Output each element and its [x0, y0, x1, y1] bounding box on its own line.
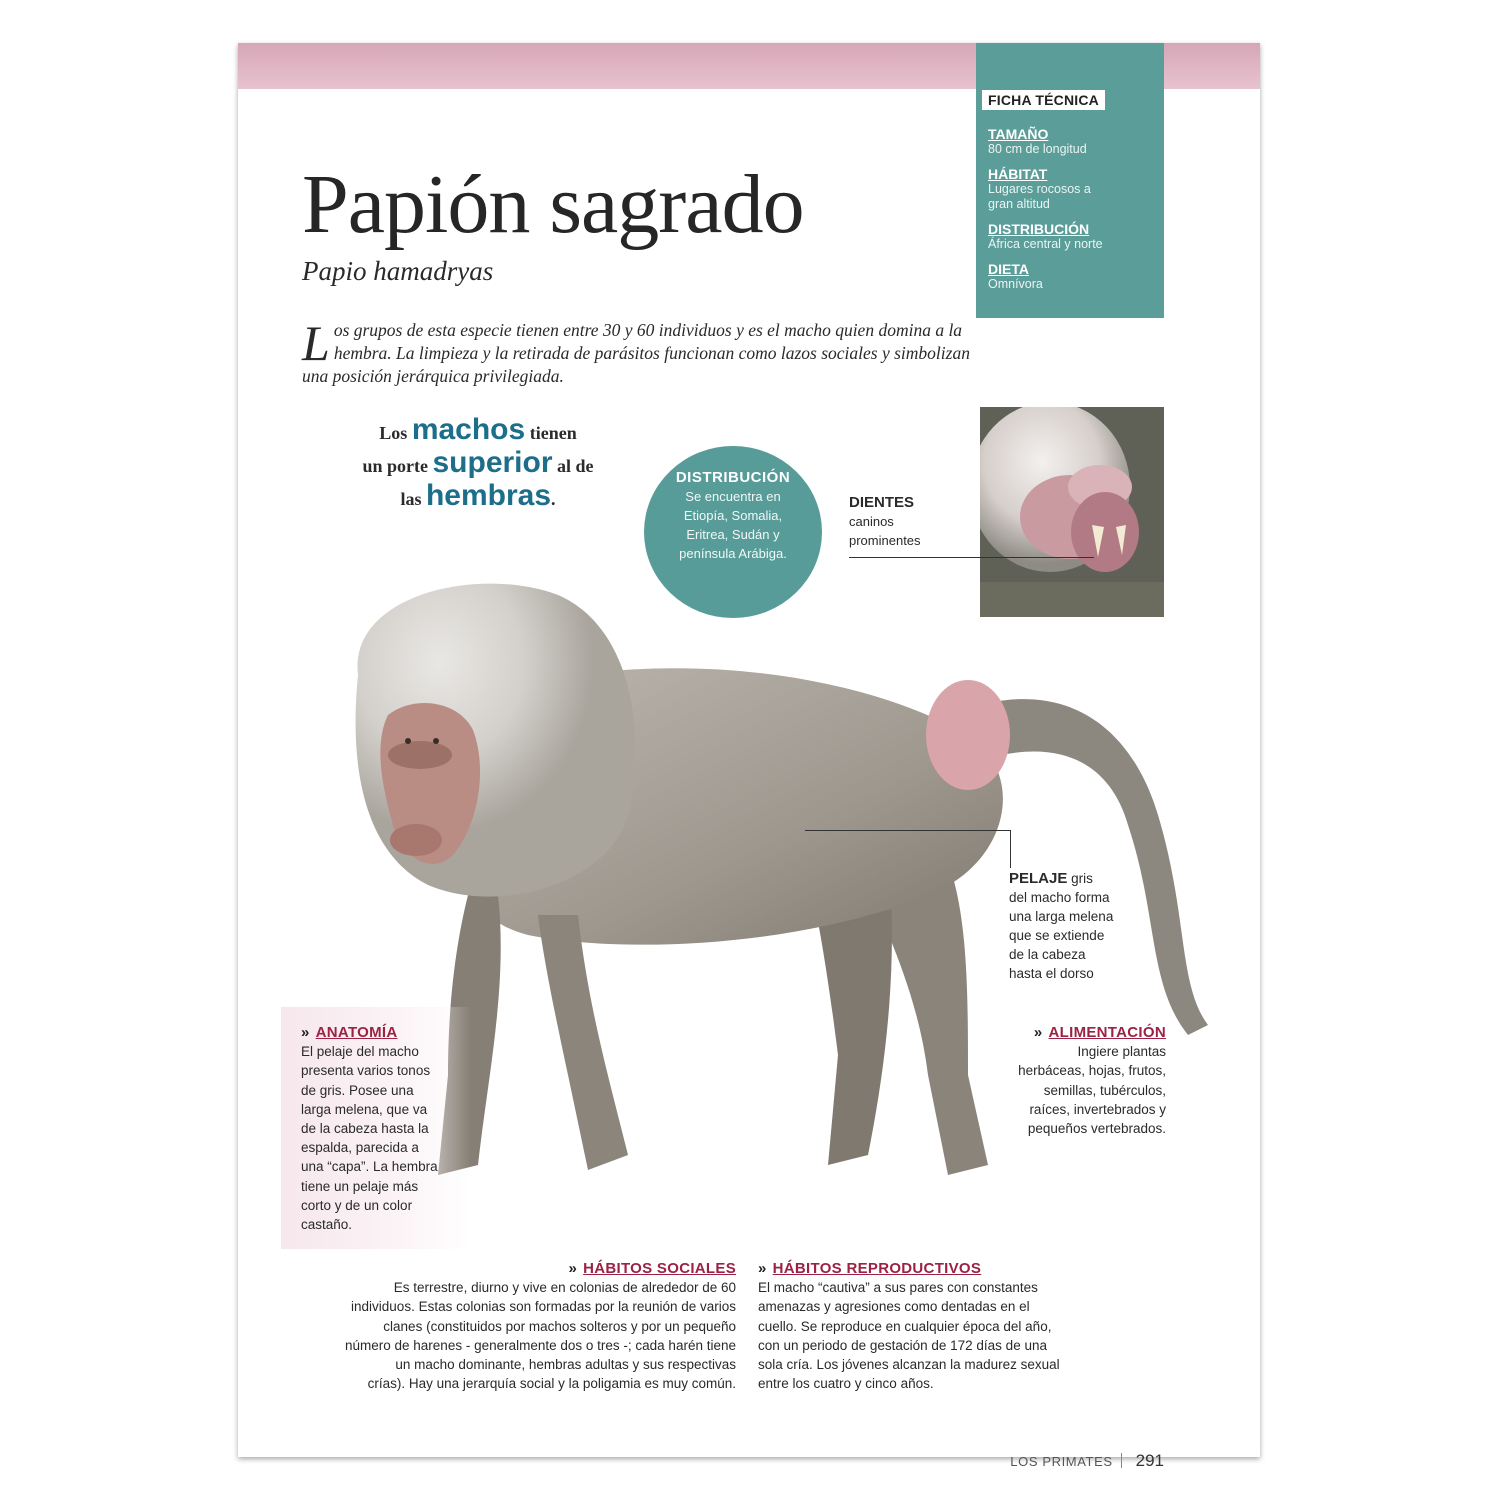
- sociales-heading: [308, 1259, 736, 1278]
- alimentacion-line: pequeños vertebrados.: [1027, 1121, 1166, 1137]
- alimentacion-line: semillas, tubérculos,: [1043, 1082, 1166, 1098]
- reproductivos-line: con un periodo de gestación de 172 días de una: [758, 1337, 1047, 1353]
- pelaje-line: hasta el dorso: [1009, 966, 1094, 981]
- ficha-item-dieta: [988, 262, 1043, 292]
- ficha-label: DISTRIBUCIÓN: [988, 221, 1090, 237]
- pelaje-title: PELAJE: [1009, 870, 1068, 887]
- reproductivos-heading: [758, 1259, 1078, 1278]
- alimentacion-line: raíces, invertebrados y: [1029, 1101, 1166, 1117]
- ficha-label: TAMAÑO: [988, 126, 1049, 142]
- reproductivos-title: HÁBITOS REPRODUCTIVOS: [772, 1260, 982, 1277]
- ficha-value: África central y norte: [988, 237, 1103, 251]
- anatomia-line: de gris. Posee una: [301, 1082, 414, 1098]
- headline-text: las: [400, 489, 426, 509]
- distribucion-title: DISTRIBUCIÓN: [675, 469, 791, 486]
- headline-emphasis: machos: [411, 413, 526, 446]
- page-number: 291: [1135, 1451, 1164, 1470]
- sociales-line: número de harenes - generalmente dos o tres -; cada harén tiene: [345, 1337, 736, 1353]
- dientes-title: DIENTES: [849, 494, 915, 511]
- pelaje-rest: gris: [1067, 871, 1093, 886]
- alimentacion-box: [980, 1023, 1166, 1138]
- distribucion-line: península Arábiga.: [679, 546, 787, 561]
- ficha-label: HÁBITAT: [988, 166, 1048, 182]
- habitos-reproductivos-box: [758, 1259, 1078, 1393]
- dientes-label: [849, 493, 921, 550]
- page-footer: [1010, 1451, 1164, 1471]
- anatomia-line: El pelaje del macho: [301, 1044, 419, 1060]
- anatomia-line: espalda, parecida a: [301, 1140, 419, 1156]
- headline-callout: [328, 415, 628, 514]
- reproductivos-line: entre los cuatro y cinco años.: [758, 1376, 934, 1392]
- ficha-value: 80 cm de longitud: [988, 142, 1087, 156]
- page-title: Papión sagrado: [302, 158, 804, 251]
- reproductivos-line: El macho “cautiva” a sus pares con constantes: [758, 1280, 1038, 1296]
- anatomia-line: larga melena, que va: [301, 1101, 428, 1117]
- anatomia-line: una “capa”. La hembra: [301, 1159, 438, 1175]
- anatomia-line: presenta varios tonos: [301, 1063, 431, 1079]
- headline-text: un porte: [362, 456, 433, 476]
- pelaje-line: del macho forma: [1009, 890, 1110, 905]
- headline-emphasis: hembras: [425, 479, 552, 512]
- anatomia-line: tiene un pelaje más: [301, 1178, 419, 1194]
- distribucion-line: Se encuentra en: [685, 489, 781, 504]
- anatomia-line: castaño.: [301, 1217, 353, 1233]
- headline-text: .: [551, 489, 556, 509]
- footer-section: LOS PRIMATES: [1010, 1454, 1113, 1469]
- pelaje-line: una larga melena: [1009, 909, 1114, 924]
- alimentacion-heading: [980, 1023, 1166, 1042]
- pelaje-label: [1009, 869, 1159, 983]
- sociales-title: HÁBITOS SOCIALES: [583, 1260, 736, 1277]
- headline-emphasis: superior: [432, 446, 553, 479]
- alimentacion-line: Ingiere plantas: [1077, 1044, 1166, 1060]
- sociales-line: crías). Hay una jerarquía social y la poligamia es muy común.: [367, 1376, 736, 1392]
- headline-text: tienen: [525, 423, 577, 443]
- distribucion-line: Eritrea, Sudán y: [686, 527, 780, 542]
- pelaje-line: de la cabeza: [1009, 947, 1086, 962]
- habitos-sociales-box: [308, 1259, 736, 1393]
- ficha-tecnica-tag: FICHA TÉCNICA: [982, 90, 1105, 110]
- section-marker-icon: »: [301, 1024, 310, 1041]
- alimentacion-line: herbáceas, hojas, frutos,: [1018, 1063, 1166, 1079]
- pelaje-leader-line: [805, 830, 1011, 831]
- distribucion-line: Etiopía, Somalia,: [683, 508, 783, 523]
- anatomia-line: de la cabeza hasta la: [301, 1121, 429, 1137]
- reproductivos-line: sola cría. Los jóvenes alcanzan la madurez sexual: [758, 1357, 1060, 1373]
- ficha-tecnica-box: [976, 43, 1164, 318]
- sociales-line: Es terrestre, diurno y vive en colonias de alrededor de 60: [393, 1280, 736, 1296]
- dientes-line: caninos: [849, 514, 894, 529]
- intro-text: os grupos de esta especie tienen entre 30 y 60 individuos y es el macho quien domina a la hembra. La limpieza y la retirada de parásitos funcionan como lazos sociales y simbolizan una posición jerárquica privilegiada.: [302, 320, 970, 386]
- anatomia-title: ANATOMÍA: [315, 1024, 398, 1041]
- sociales-line: clanes (constituidos por machos solteros y por un pequeño: [383, 1318, 736, 1334]
- section-marker-icon: »: [568, 1260, 578, 1277]
- alimentacion-title: ALIMENTACIÓN: [1048, 1024, 1166, 1041]
- ficha-value: Omnívora: [988, 277, 1043, 291]
- sociales-line: individuos. Estas colonias son formadas por la reunión de varios: [351, 1299, 736, 1315]
- section-marker-icon: »: [1033, 1024, 1043, 1041]
- dientes-line: prominentes: [849, 533, 921, 548]
- ficha-label: DIETA: [988, 261, 1029, 277]
- anatomia-line: corto y de un color: [301, 1197, 413, 1213]
- reproductivos-line: cuello. Se reproduce en cualquier época del año,: [758, 1318, 1052, 1334]
- magazine-page: [238, 43, 1260, 1470]
- pelaje-line: que se extiende: [1009, 928, 1105, 943]
- anatomia-box: [281, 1007, 471, 1249]
- sociales-line: un macho dominante, hembras adultas y sus respectivas: [395, 1357, 736, 1373]
- headline-text: Los: [379, 423, 412, 443]
- anatomia-heading: [301, 1023, 471, 1042]
- headline-text: al de: [552, 456, 594, 476]
- reproductivos-line: amenazas y agresiones como dentadas en el: [758, 1299, 1030, 1315]
- intro-paragraph: [302, 315, 992, 388]
- ficha-item-habitat: [988, 167, 1108, 212]
- drop-cap: L: [302, 315, 330, 371]
- pelaje-leader-vertical: [1010, 830, 1011, 868]
- footer-divider: [1121, 1453, 1122, 1468]
- ficha-value: Lugares rocosos a gran altitud: [988, 182, 1091, 211]
- scientific-name: Papio hamadryas: [302, 256, 494, 286]
- ficha-item-tamano: [988, 127, 1087, 157]
- ficha-item-distribucion: [988, 222, 1103, 252]
- section-marker-icon: »: [758, 1260, 767, 1277]
